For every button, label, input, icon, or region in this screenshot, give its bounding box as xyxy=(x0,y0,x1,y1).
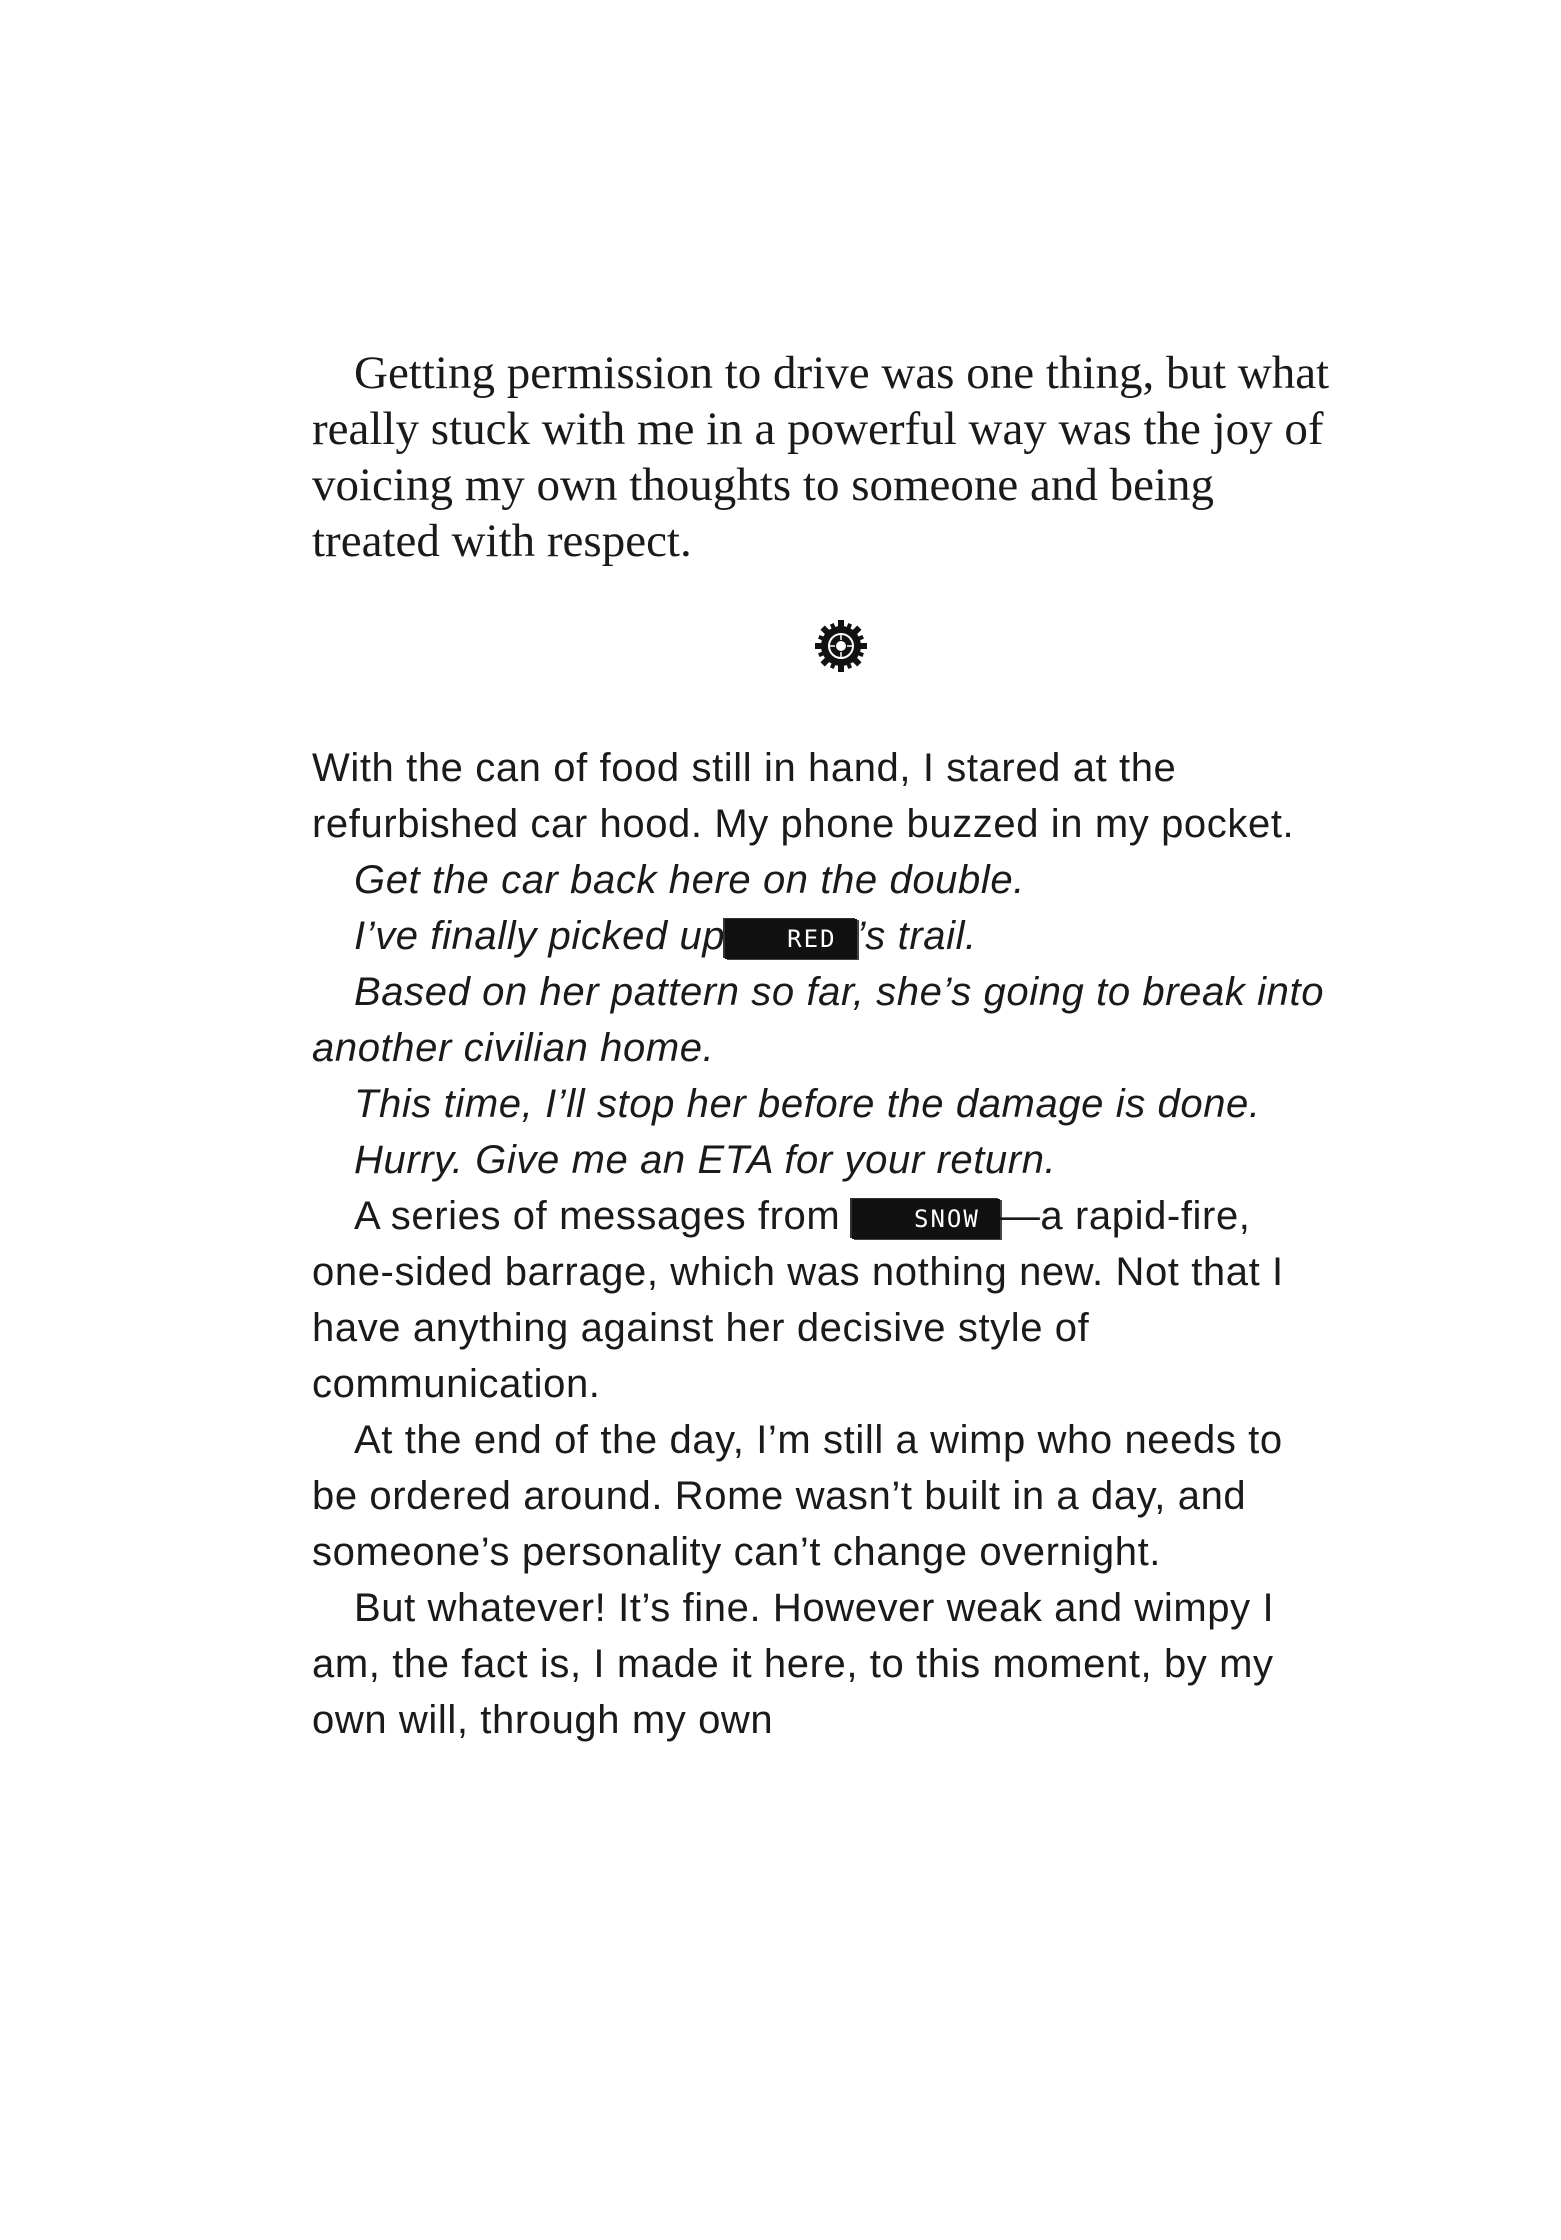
message-text: I’ve finally picked up xyxy=(354,914,726,958)
paragraph: But whatever! It’s fine. However weak and wimpy I am, the fact is, I made it here, to this moment, by my own will, through my own xyxy=(312,1586,1275,1742)
name-tag-snow: SNOW xyxy=(852,1199,1000,1239)
text-message: Get the car back here on the double. xyxy=(354,858,1025,902)
text-message: This time, I’ll stop her before the damage is done. xyxy=(354,1082,1261,1126)
intro-paragraph: Getting permission to drive was one thing, but what really stuck with me in a powerful way was the joy of voicing my own thoughts to someone and being treated with respect. xyxy=(312,347,1330,567)
text-message: Hurry. Give me an ETA for your return. xyxy=(354,1138,1057,1182)
intro-section xyxy=(312,345,1332,569)
text-message xyxy=(312,908,1332,964)
paragraph xyxy=(312,1188,1332,1412)
text-message: Based on her pattern so far, she’s going to break into another civilian home. xyxy=(312,970,1325,1070)
paragraph: With the can of food still in hand, I stared at the refurbished car hood. My phone buzzed in my pocket. xyxy=(312,746,1295,846)
message-text: ’s trail. xyxy=(856,914,977,958)
paragraph-text: —a rapid-fire, one-sided barrage, which was nothing new. Not that I have anything against her decisive style of communication. xyxy=(312,1194,1284,1406)
paragraph: At the end of the day, I’m still a wimp who needs to be ordered around. Rome wasn’t built in a day, and someone’s personality can’t change overnight. xyxy=(312,1418,1283,1574)
gear-icon xyxy=(813,618,869,674)
name-tag-red: RED xyxy=(725,919,856,959)
main-text xyxy=(312,740,1332,1748)
paragraph-text: A series of messages from xyxy=(354,1194,841,1238)
